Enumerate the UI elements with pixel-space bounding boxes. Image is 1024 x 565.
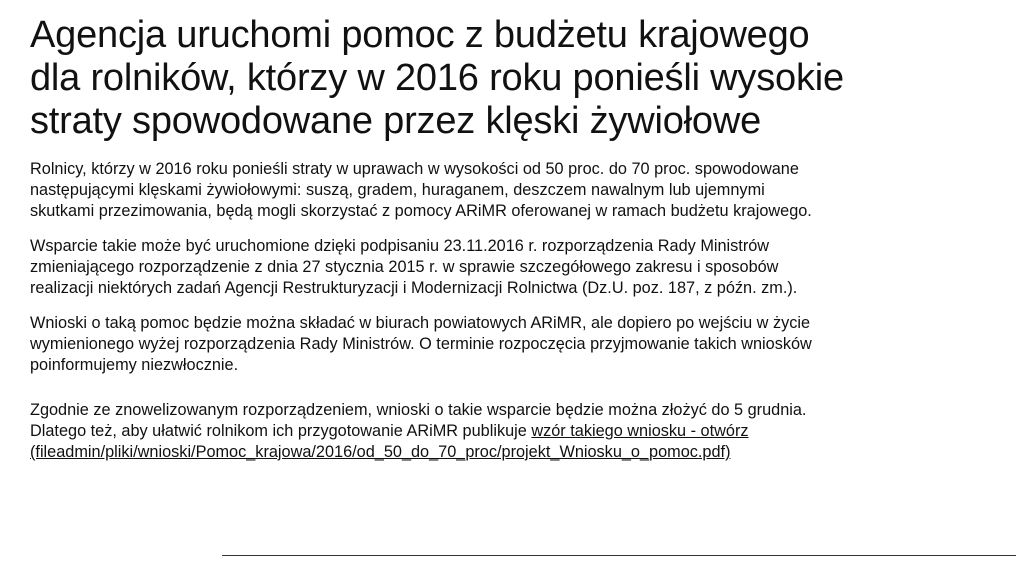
paragraph-line: realizacji niektórych zadań Agencji Restrukturyzacji i Modernizacji Rolnictwa (Dz.U. poz. 187, z późn. zm.). [30,279,798,297]
title-line: straty spowodowane przez klęski żywiołowe [30,100,762,142]
paragraph-line: Rolnicy, którzy w 2016 roku ponieśli straty w uprawach w wysokości od 50 proc. do 70 proc. spowodowane [30,160,799,178]
paragraph-line: następującymi klęskami żywiołowymi: suszą, gradem, huraganem, deszczem nawalnym lub ujemnymi [30,181,765,199]
paragraph-line: Wsparcie takie może być uruchomione dzięki podpisaniu 23.11.2016 r. rozporządzenia Rady Ministrów [30,237,770,255]
paragraph-intro [30,159,1005,222]
title-line: Agencja uruchomi pomoc z budżetu krajowego [30,14,810,56]
paragraph-line: skutkami przezimowania, będą mogli skorzystać z pomocy ARiMR oferowanej w ramach budżetu krajowego. [30,202,812,220]
paragraph-line: zmieniającego rozporządzenie z dnia 27 stycznia 2015 r. w sprawie szczegółowego zakresu i sposobów [30,258,779,276]
paragraph-line: Zgodnie ze znowelizowanym rozporządzeniem, wnioski o takie wsparcie będzie można złożyć do 5 grudnia. [30,401,807,419]
paragraph-applications [30,313,1005,376]
link-text: wzór takiego wniosku - otwórz [531,422,749,440]
paragraph-line: Dlatego też, aby ułatwić rolnikom ich przygotowanie ARiMR publikuje [30,422,532,440]
link-path: (fileadmin/pliki/wnioski/Pomoc_krajowa/2016/od_50_do_70_proc/projekt_Wniosku_o_pomoc.pdf) [30,443,731,461]
article [30,14,1005,477]
paragraph-line: wymienionego wyżej rozporządzenia Rady Ministrów. O terminie rozpoczęcia przyjmowanie takich wniosków [30,335,812,353]
paragraph-line: Wnioski o taką pomoc będzie można składać w biurach powiatowych ARiMR, ale dopiero po wejściu w życie [30,314,811,332]
title-line: dla rolników, którzy w 2016 roku ponieśli wysokie [30,57,844,99]
paragraph-regulation [30,236,1005,299]
article-title [30,14,1005,143]
paragraph-line: poinformujemy niezwłocznie. [30,356,239,374]
paragraph-deadline [30,400,1005,463]
divider [222,555,1016,556]
